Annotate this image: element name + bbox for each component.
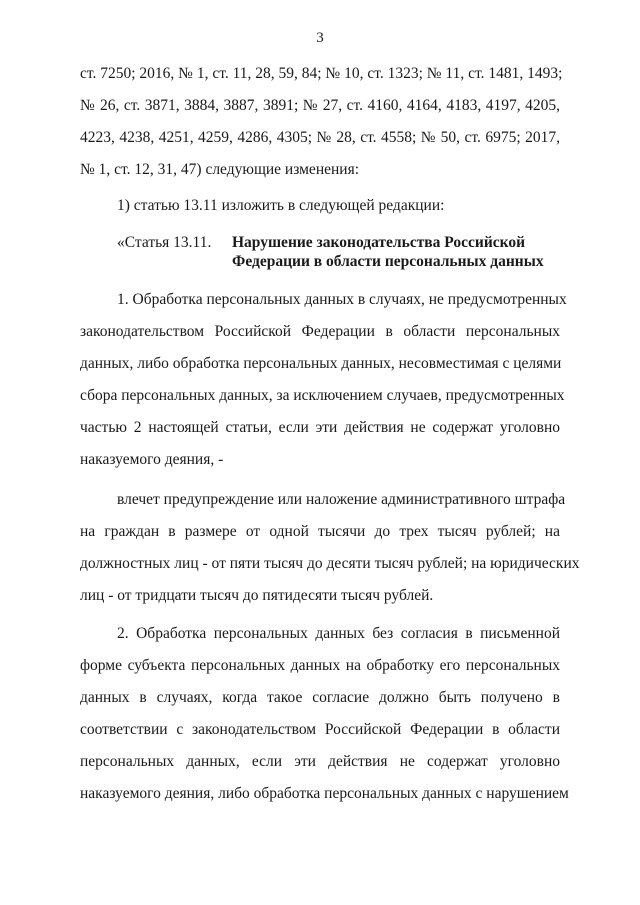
intro-line: 4223, 4238, 4251, 4259, 4286, 4305; № 28, ст. 4558; № 50, ст. 6975; 2017, <box>80 129 560 146</box>
paragraph-line: законодательством Российской Федерации в области персональных <box>80 323 560 340</box>
paragraph-line: персональных данных, если эти действия не содержат уголовно <box>80 753 560 770</box>
article-title-line: Нарушение законодательства Российской <box>232 234 526 251</box>
amendment-item: 1) статью 13.11 изложить в следующей редакции: <box>117 197 445 214</box>
paragraph-line: наказуемого деяния, - <box>80 451 224 468</box>
sanction-line: лиц - от тридцати тысяч до пятидесяти тысяч рублей. <box>80 587 434 604</box>
paragraph-line: данных, либо обработка персональных данных, несовместимая с целями <box>80 355 562 372</box>
paragraph-line: наказуемого деяния, либо обработка персональных данных с нарушением <box>80 785 569 802</box>
paragraph-line: соответствии с законодательством Российской Федерации в области <box>80 721 560 738</box>
paragraph-line: сбора персональных данных, за исключением случаев, предусмотренных <box>80 387 565 404</box>
article-title-line: Федерации в области персональных данных <box>232 253 544 270</box>
sanction-line: должностных лиц - от пяти тысяч до десяти тысяч рублей; на юридических <box>80 555 580 572</box>
page-number: 3 <box>316 30 324 46</box>
paragraph-line: данных в случаях, когда такое согласие должно быть получено в <box>80 689 560 706</box>
intro-line: № 1, ст. 12, 31, 47) следующие изменения: <box>80 161 360 178</box>
paragraph-line: 2. Обработка персональных данных без согласия в письменной <box>117 625 560 642</box>
article-number: «Статья 13.11. <box>117 234 212 251</box>
sanction-line: на граждан в размере от одной тысячи до трех тысяч рублей; на <box>80 523 560 540</box>
article-title <box>232 233 562 271</box>
intro-line: ст. 7250; 2016, № 1, ст. 11, 28, 59, 84; № 10, ст. 1323; № 11, ст. 1481, 1493; <box>80 65 563 82</box>
paragraph-line: форме субъекта персональных данных на обработку его персональных <box>80 657 560 674</box>
paragraph-line: частью 2 настоящей статьи, если эти действия не содержат уголовно <box>80 419 560 436</box>
sanction-line: влечет предупреждение или наложение административного штрафа <box>117 491 566 508</box>
paragraph-line: 1. Обработка персональных данных в случаях, не предусмотренных <box>117 291 567 308</box>
intro-line: № 26, ст. 3871, 3884, 3887, 3891; № 27, ст. 4160, 4164, 4183, 4197, 4205, <box>80 97 560 114</box>
